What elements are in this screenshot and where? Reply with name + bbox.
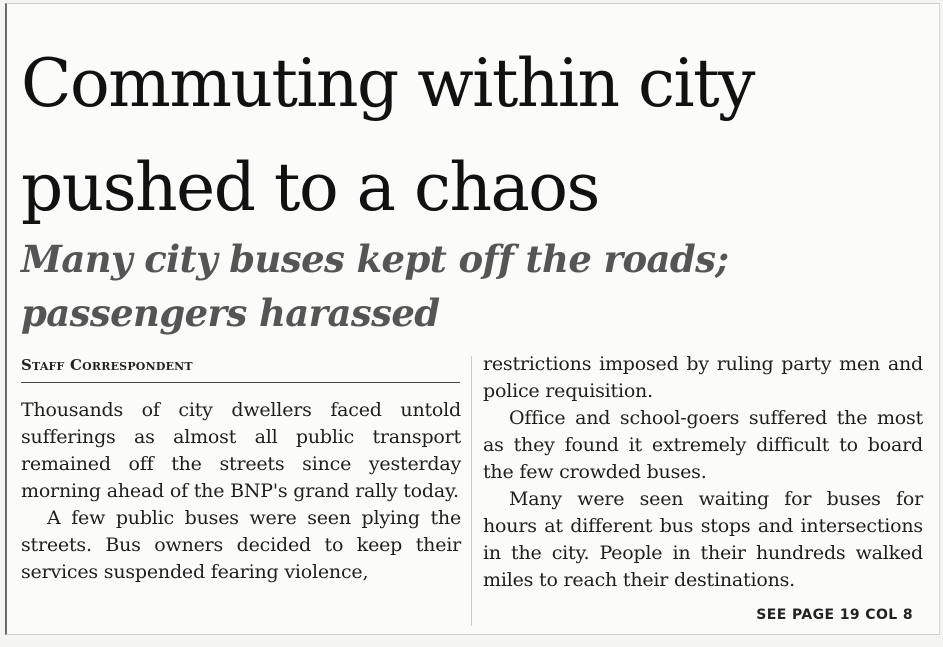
subheadline: Many city buses kept off the roads; passengers harassed <box>21 237 729 335</box>
paragraph: restrictions imposed by ruling party men and police requisition. <box>483 353 923 402</box>
headline: Commuting within city pushed to a chaos <box>21 45 754 226</box>
newspaper-clipping <box>5 3 940 635</box>
article-column-left <box>21 397 461 586</box>
paragraph: Office and school-goers suffered the most as they found it extremely difficult to board the few crowded buses. <box>483 407 923 483</box>
paragraph: Thousands of city dwellers faced untold sufferings as almost all public transport remained off the streets since yesterday morning ahead of the BNP's grand rally today. <box>21 399 461 502</box>
paragraph: A few public buses were seen plying the streets. Bus owners decided to keep their services suspended fearing violence, <box>21 507 461 583</box>
column-divider <box>471 356 472 626</box>
byline: Staff Correspondent <box>21 356 193 374</box>
article-column-right <box>483 351 923 594</box>
byline-rule <box>21 382 460 383</box>
continuation-reference: SEE PAGE 19 COL 8 <box>756 607 913 623</box>
paragraph: Many were seen waiting for buses for hours at different bus stops and intersections in the city. People in their hundreds walked miles to reach their destinations. <box>483 488 923 591</box>
